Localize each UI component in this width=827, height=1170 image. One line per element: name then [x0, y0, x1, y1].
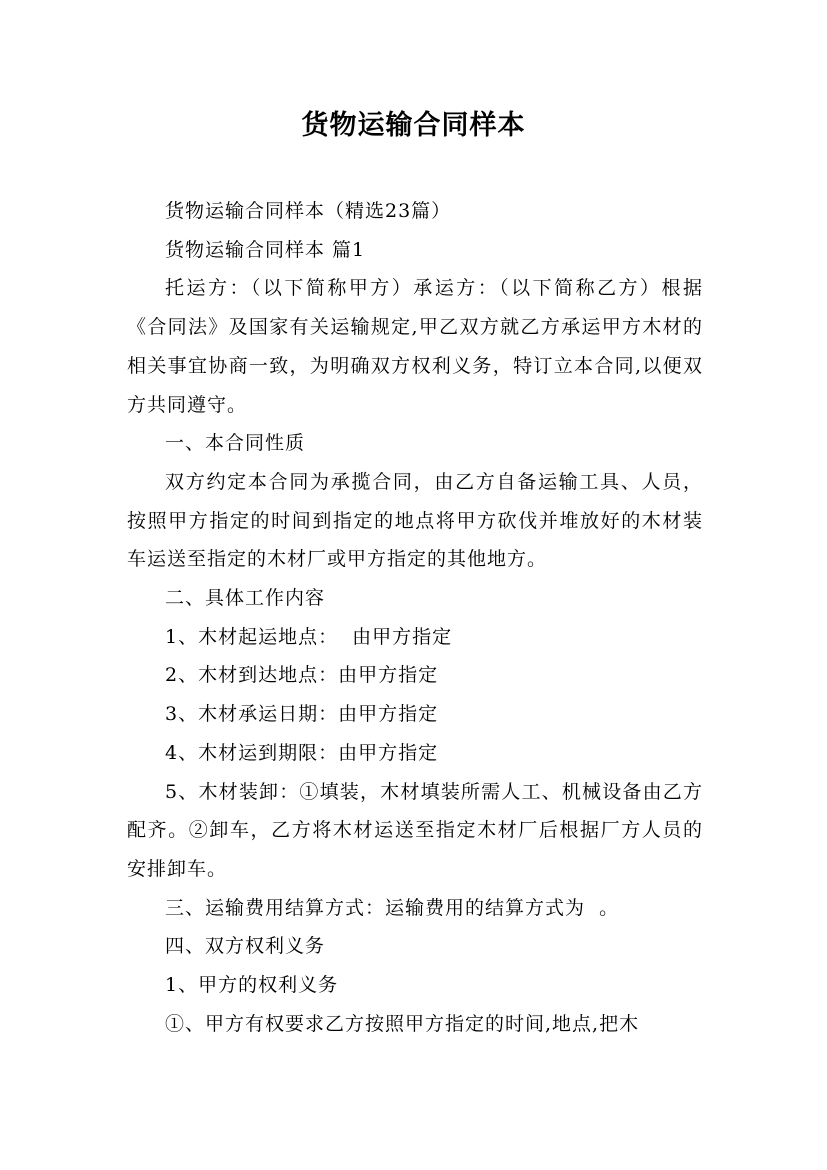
- paragraph-heading-work: 二、具体工作内容: [165, 587, 326, 610]
- paragraph-party-a-right-1: ①、甲方有权要求乙方按照甲方指定的时间,地点,把木: [165, 1012, 640, 1035]
- paragraph-section-heading: 货物运输合同样本 篇1: [165, 238, 366, 261]
- paragraph-item-2: 2、木材到达地点：由甲方指定: [165, 664, 439, 687]
- paragraph-parties: 托运方：（以下简称甲方）承运方：（以下简称乙方）根据《合同法》及国家有关运输规定,甲乙双方就乙方承运甲方木材的相关事宜协商一致，为明确双方权利义务，特订立本合同,以便双方共同遵守。: [127, 277, 703, 416]
- paragraph-subtitle: 货物运输合同样本（精选23篇）: [165, 200, 452, 222]
- paragraph-heading-rights: 四、双方权利义务: [165, 935, 326, 958]
- paragraph-item-4: 4、木材运到期限：由甲方指定: [165, 741, 439, 764]
- paragraph-heading-payment: 三、运输费用结算方式：运输费用的结算方式为 。: [165, 896, 620, 919]
- paragraph-heading-nature: 一、本合同性质: [165, 432, 306, 455]
- paragraph-item-1: 1、木材起运地点： 由甲方指定: [165, 625, 453, 648]
- document-body: [127, 192, 703, 1043]
- paragraph-nature: 双方约定本合同为承揽合同，由乙方自备运输工具、人员，按照甲方指定的时间到指定的地点将甲方砍伐并堆放好的木材装车运送至指定的木材厂或甲方指定的其他地方。: [127, 470, 703, 571]
- document-title: 货物运输合同样本: [301, 110, 526, 141]
- paragraph-item-3: 3、木材承运日期：由甲方指定: [165, 703, 439, 726]
- paragraph-item-5: 5、木材装卸：①填装，木材填装所需人工、机械设备由乙方配齐。②卸车，乙方将木材运送至指定木材厂后根据厂方人员的安排卸车。: [127, 780, 703, 880]
- paragraph-party-a-rights: 1、甲方的权利义务: [165, 974, 339, 997]
